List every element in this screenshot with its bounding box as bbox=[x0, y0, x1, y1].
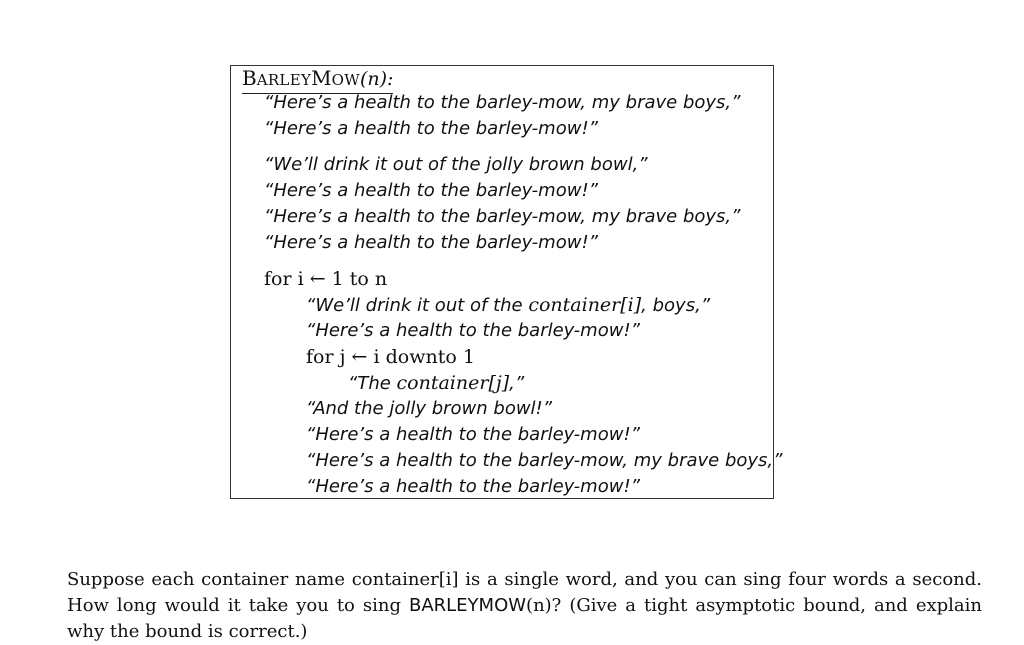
verse-line-12: “Here’s a health to the barley-mow, my brave boys,” bbox=[306, 450, 783, 471]
verse-line-9: “The container[j],” bbox=[348, 372, 525, 394]
container-var-i: container[i] bbox=[528, 294, 642, 316]
verse-line-5: “Here’s a health to the barley-mow, my brave boys,” bbox=[264, 206, 741, 227]
title-param: (n): bbox=[359, 68, 394, 90]
verse-line-6: “Here’s a health to the barley-mow!” bbox=[264, 232, 598, 253]
function-name: BARLEYMOW bbox=[408, 595, 527, 616]
verse-line-7: “We’ll drink it out of the container[i], boys,” bbox=[306, 294, 711, 316]
for-loop-outer: for i ← 1 to n bbox=[264, 268, 388, 290]
for-loop-inner: for j ← i downto 1 bbox=[306, 346, 475, 368]
verse-line-4: “Here’s a health to the barley-mow!” bbox=[264, 180, 598, 201]
verse-line-8: “Here’s a health to the barley-mow!” bbox=[306, 320, 640, 341]
verse-line-3: “We’ll drink it out of the jolly brown bowl,” bbox=[264, 154, 648, 175]
question-text: Suppose each container name container[i] is a single word, and you can sing four words a second. How long would it take you to sing BARLEYMOW(n)? (Give a tight asymptotic bound, and explain why the bound is correct.) bbox=[67, 569, 982, 642]
algorithm-box bbox=[230, 65, 783, 499]
algorithm-title: BARLEYMOW(n): bbox=[242, 66, 393, 94]
verse-line-1: “Here’s a health to the barley-mow, my brave boys,” bbox=[264, 92, 741, 113]
verse-line-11: “Here’s a health to the barley-mow!” bbox=[306, 424, 640, 445]
verse-line-13: “Here’s a health to the barley-mow!” bbox=[306, 476, 640, 497]
container-var-j: container[j] bbox=[396, 372, 510, 394]
verse-line-2: “Here’s a health to the barley-mow!” bbox=[264, 118, 598, 139]
verse-line-10: “And the jolly brown bowl!” bbox=[306, 398, 553, 419]
